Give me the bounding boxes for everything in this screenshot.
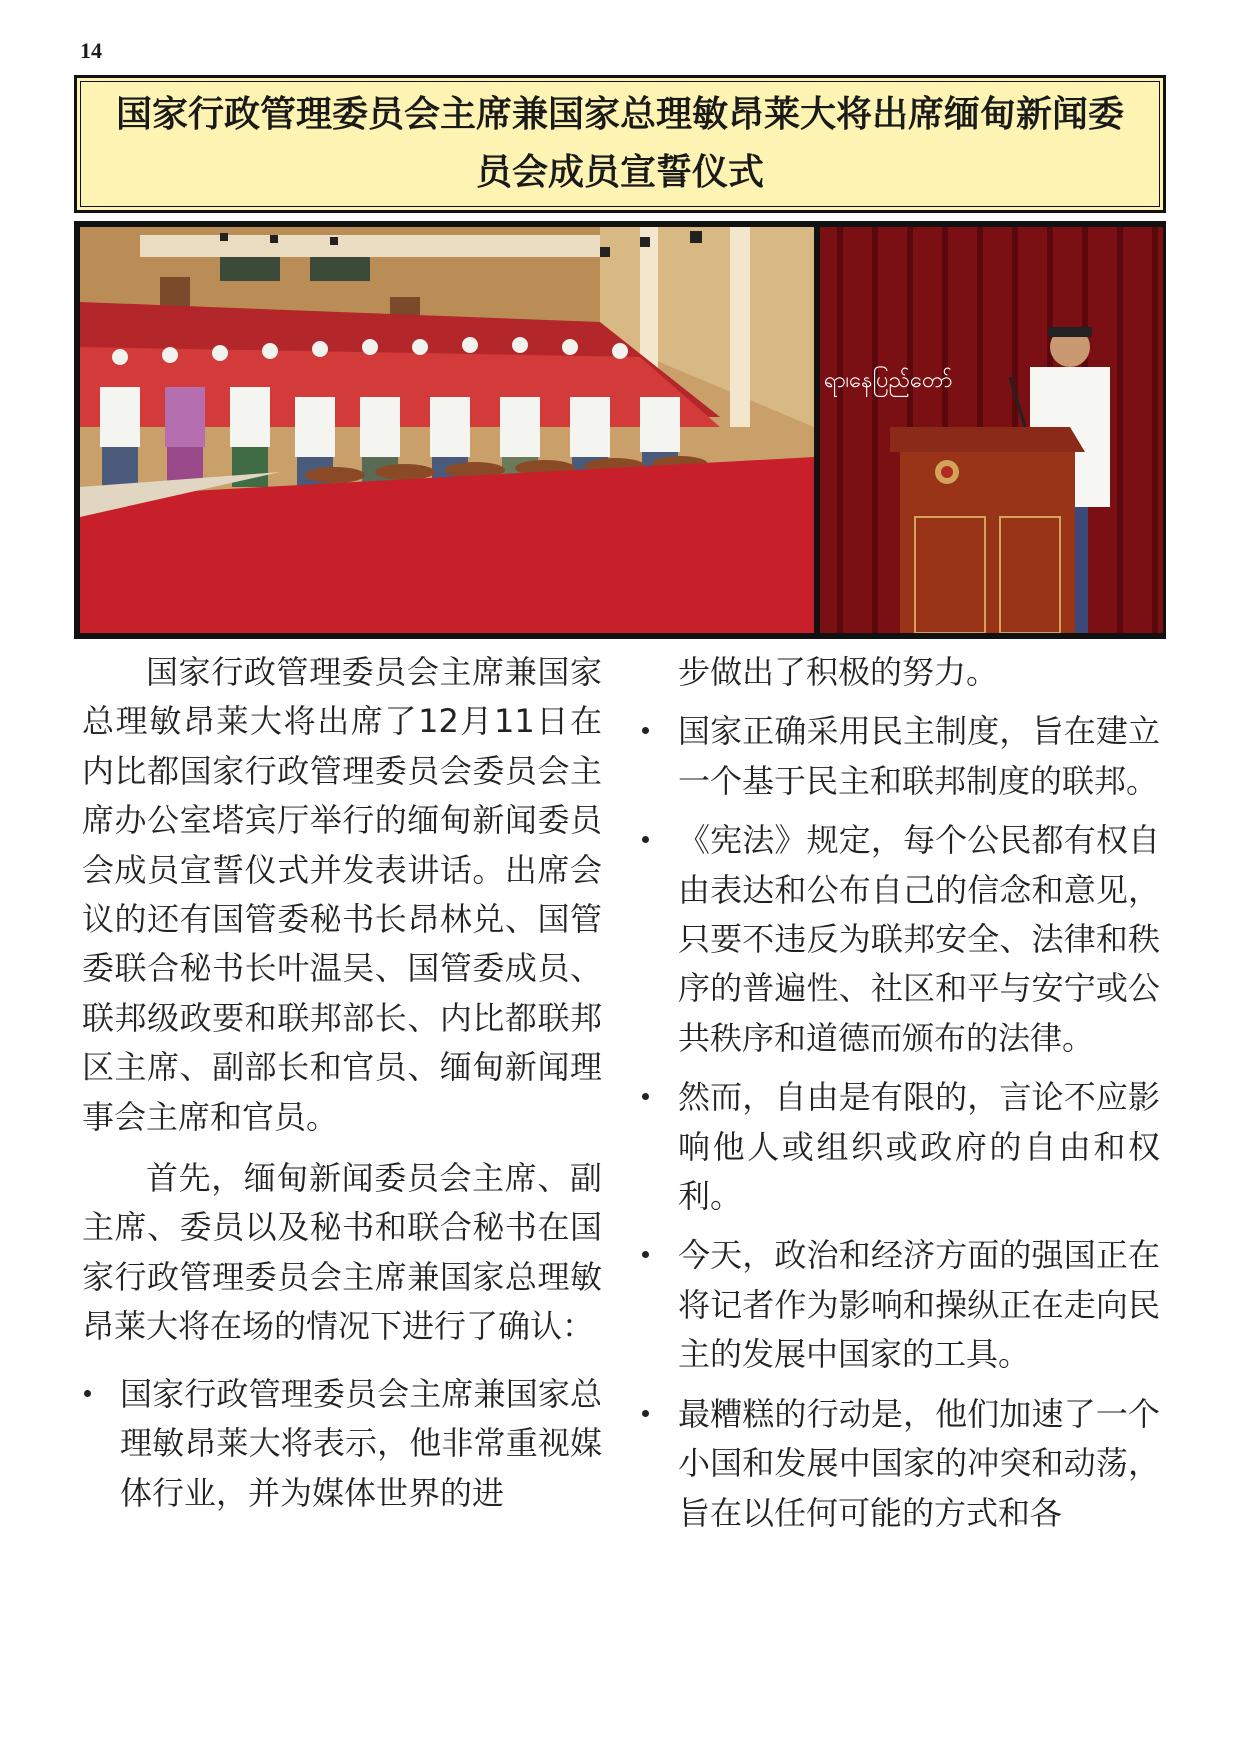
bullet-text: 国家行政管理委员会主席兼国家总理敏昂莱大将表示，他非常重视媒体行业，并为媒体世界的进 [120, 1374, 602, 1512]
article-paragraph: 首先，缅甸新闻委员会主席、副主席、委员以及秘书和联合秘书在国家行政管理委员会主席兼国家总理敏昂莱大将在场的情况下进行了确认： [82, 1159, 602, 1346]
bullet-icon [642, 836, 649, 843]
bullet-icon [642, 1093, 649, 1100]
bullet-icon [84, 1390, 91, 1397]
bullet-text: 然而，自由是有限的，言论不应影响他人或组织或政府的自由和权利。 [678, 1078, 1160, 1216]
bullet-text: 国家正确采用民主制度，旨在建立一个基于民主和联邦制度的联邦。 [678, 712, 1160, 800]
bullet-item [640, 816, 1160, 1063]
audience-photo [80, 227, 814, 633]
bullet-text: 《宪法》规定，每个公民都有权自由表达和公布自己的信念和意见，只要不违反为联邦安全、法律和秩序的普遍性、社区和平与安宁或公共秩序和道德而颁布的法律。 [678, 821, 1160, 1057]
bullet-item [640, 1073, 1160, 1221]
bullet-item [640, 1231, 1160, 1379]
bullet-list [82, 1370, 602, 1518]
bullet-text: 今天，政治和经济方面的强国正在将记者作为影响和操纵正在走向民主的发展中国家的工具。 [678, 1236, 1160, 1374]
photo-frame [74, 221, 1166, 639]
bullet-icon [642, 1251, 649, 1258]
headline-box [74, 75, 1166, 213]
headline: 国家行政管理委员会主席兼国家总理敏昂莱大将出席缅甸新闻委员会成员宣誓仪式 [115, 94, 1124, 193]
speaker-photo [820, 227, 1163, 633]
bullet-item [640, 1390, 1160, 1538]
bullet-icon [642, 1410, 649, 1417]
article-column-right [640, 648, 1160, 1548]
banner-text: ရာ၊နေပြည်တော် [824, 368, 953, 393]
bullet-item [640, 707, 1160, 806]
article-column-left [82, 648, 602, 1528]
bullet-text: 最糟糕的行动是，他们加速了一个小国和发展中国家的冲突和动荡，旨在以任何可能的方式和各 [678, 1394, 1160, 1532]
bullet-item [82, 1370, 602, 1518]
bullet-icon [642, 727, 649, 734]
page-number: 14 [80, 38, 102, 63]
article-paragraph: 国家行政管理委员会主席兼国家总理敏昂莱大将出席了12月11日在内比都国家行政管理委员会委员会主席办公室塔宾厅举行的缅甸新闻委员会成员宣誓仪式并发表讲话。出席会议的还有国管委秘书长昂林兑、国管委联合秘书长叶温吴、国管委成员、联邦级政要和联邦部长、内比都联邦区主席、副部长和官员、缅甸新闻理事会主席和官员。 [82, 653, 602, 1136]
bullet-list [640, 707, 1160, 1538]
continuation-text: 步做出了积极的努力。 [678, 653, 999, 691]
